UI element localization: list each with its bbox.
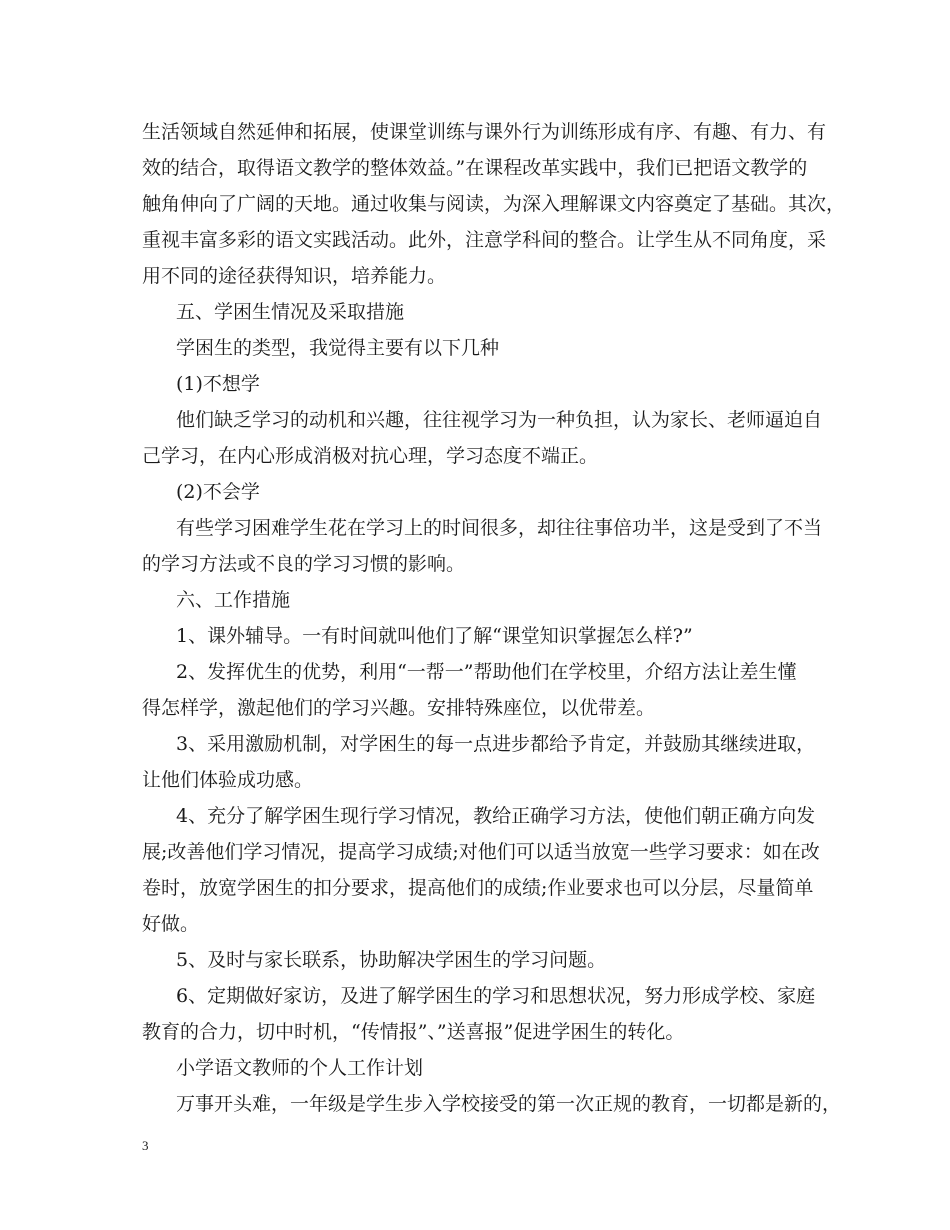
list-item-heading: (2)不会学 (176, 481, 260, 503)
text-line: 触角伸向了广阔的天地。通过收集与阅读，为深入理解课文内容奠定了基础。其次， (142, 193, 846, 215)
text-line: 5、及时与家长联系，协助解决学困生的学习问题。 (176, 949, 607, 971)
text-line: 好做。 (142, 913, 200, 935)
text-line: 的学习方法或不良的学习习惯的影响。 (142, 553, 466, 575)
text-line: 教育的合力，切中时机，“传情报”、”送喜报”促进学困生的转化。 (142, 1021, 685, 1043)
text-line: 1、课外辅导。一有时间就叫他们了解“课堂知识掌握怎么样?” (176, 625, 693, 647)
text-line: 生活领域自然延伸和拓展，使课堂训练与课外行为训练形成有序、有趣、有力、有 (142, 121, 827, 143)
text-line: 有些学习困难学生花在学习上的时间很多，却往往事倍功半，这是受到了不当 (176, 517, 823, 539)
section-heading: 小学语文教师的个人工作计划 (176, 1057, 424, 1079)
text-line: 学困生的类型，我觉得主要有以下几种 (176, 337, 500, 359)
list-item-heading: (1)不想学 (176, 373, 260, 395)
text-line: 得怎样学，激起他们的学习兴趣。安排特殊座位，以优带差。 (142, 697, 656, 719)
section-heading: 五、学困生情况及采取措施 (176, 301, 405, 323)
text-line: 效的结合，取得语文教学的整体效益。”在课程改革实践中，我们已把语文教学的 (142, 157, 808, 179)
text-line: 让他们体验成功感。 (142, 769, 314, 791)
text-line: 4、充分了解学困生现行学习情况，教给正确学习方法，使他们朝正确方向发 (176, 805, 816, 827)
text-line: 卷时，放宽学困生的扣分要求，提高他们的成绩;作业要求也可以分层，尽量简单 (142, 877, 814, 899)
page-number: 3 (142, 1138, 149, 1153)
section-heading: 六、工作措施 (176, 589, 291, 611)
text-line: 6、定期做好家访，及进了解学困生的学习和思想状况，努力形成学校、家庭 (176, 985, 816, 1007)
text-line: 展;改善他们学习情况，提高学习成绩;对他们可以适当放宽一些学习要求：如在改 (142, 841, 820, 863)
text-line: 万事开头难，一年级是学生步入学校接受的第一次正规的教育，一切都是新的， (176, 1093, 842, 1115)
text-line: 他们缺乏学习的动机和兴趣，往往视学习为一种负担，认为家长、老师逼迫自 (176, 409, 823, 431)
text-line: 己学习，在内心形成消极对抗心理，学习态度不端正。 (142, 445, 599, 467)
text-line: 2、发挥优生的优势，利用“一帮一”帮助他们在学校里，介绍方法让差生懂 (176, 661, 797, 683)
text-line: 重视丰富多彩的语文实践活动。此外，注意学科间的整合。让学生从不同角度，采 (142, 229, 827, 251)
text-line: 用不同的途径获得知识，培养能力。 (142, 265, 447, 287)
text-line: 3、采用激励机制，对学困生的每一点进步都给予肯定，并鼓励其继续进取， (176, 733, 816, 755)
